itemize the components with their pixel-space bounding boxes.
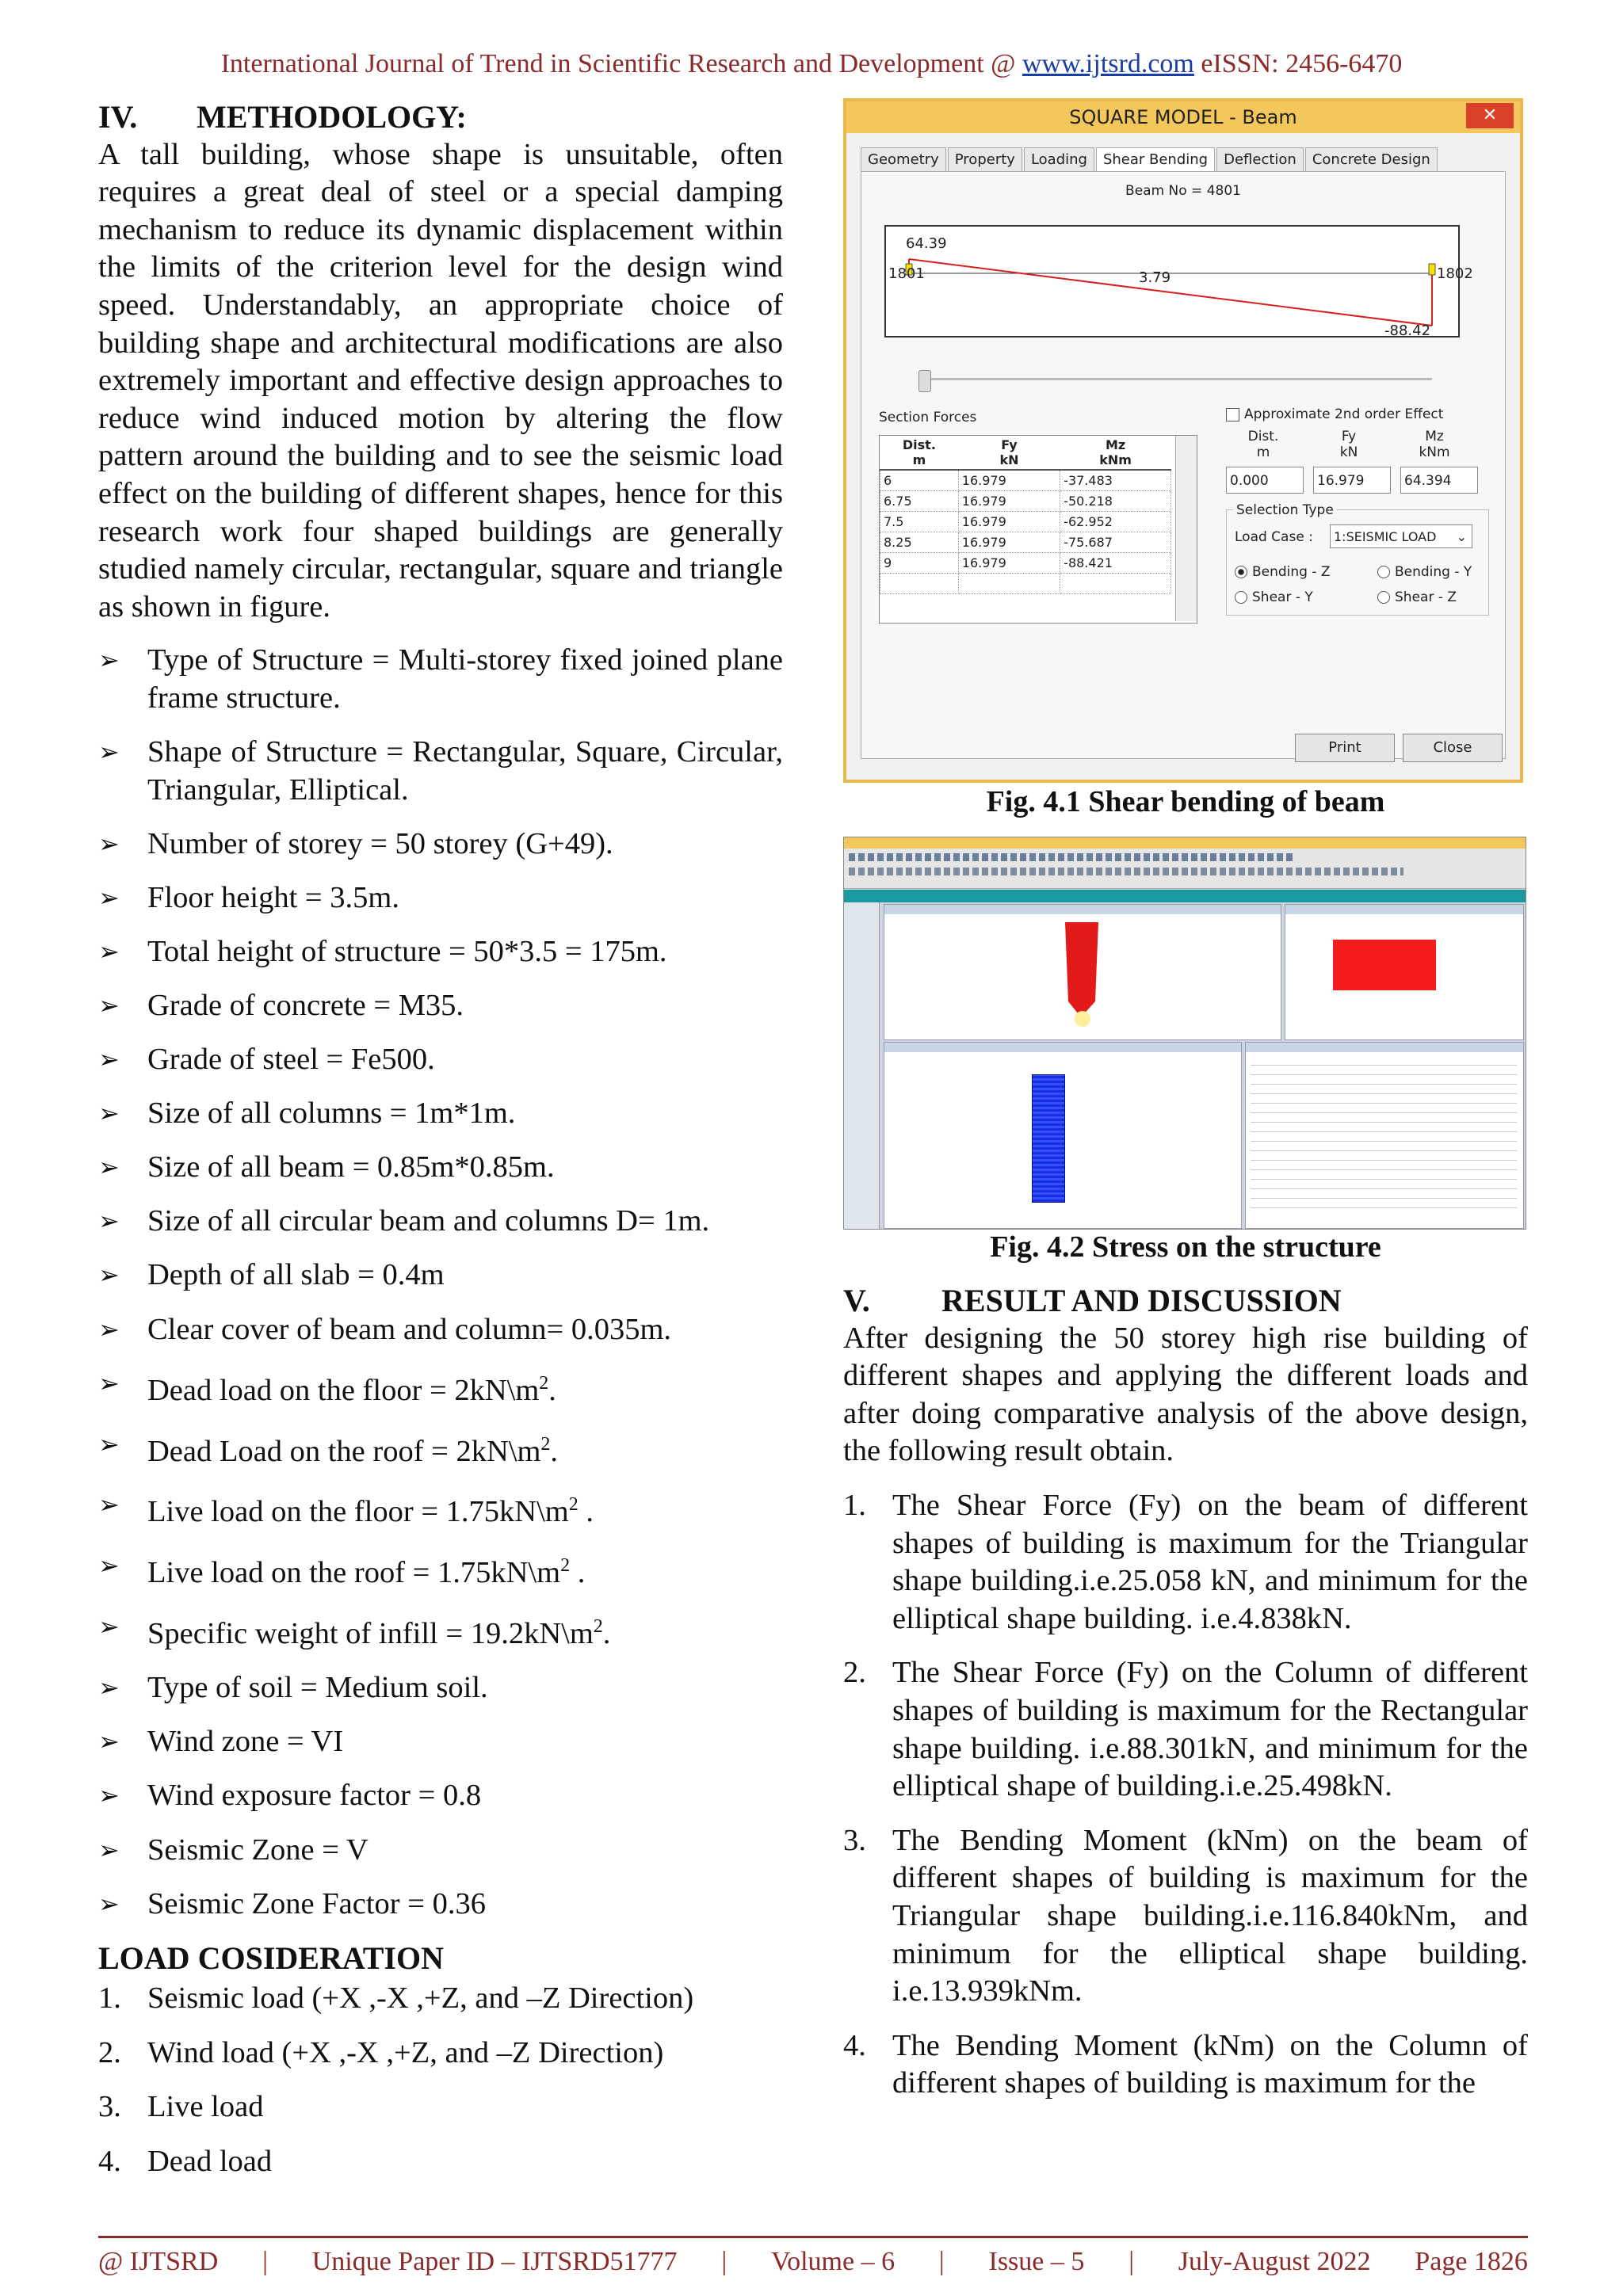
- journal-name: International Journal of Trend in Scientific Research and Development @: [220, 49, 1022, 78]
- table-row[interactable]: [880, 553, 1171, 574]
- stress-screenshot: [843, 837, 1526, 1230]
- tab-loading[interactable]: Loading: [1024, 147, 1094, 172]
- mz-header: Mz kNm: [1419, 429, 1450, 460]
- load-case-label: Load Case :: [1235, 529, 1313, 545]
- col-fy: Fy kN: [958, 436, 1060, 470]
- print-button[interactable]: Print: [1295, 734, 1395, 762]
- methodology-heading: IV. METHODOLOGY:: [98, 99, 467, 135]
- result-item: 3. The Bending Moment (kNm) on the beam of different shapes of building is maximum for the Triangular shape building.i.e.116.840kNm, and minimum for the elliptical shape building. i.e.13.939kNm.: [843, 1823, 1528, 2008]
- window-titlebar: [846, 101, 1520, 133]
- parameter-item: ➢ Wind exposure factor = 0.8: [98, 1777, 783, 1815]
- tab-deflection[interactable]: Deflection: [1216, 147, 1304, 172]
- table-row[interactable]: [880, 470, 1171, 491]
- table-cell: 6.75: [880, 491, 959, 512]
- left-node-label: 1801: [888, 265, 925, 282]
- parameter-item: ➢ Dead Load on the roof = $2kN\backslash m^2$.: [98, 1426, 783, 1470]
- 3d-view-window: [884, 904, 1281, 1040]
- tab-concrete-design[interactable]: Concrete Design: [1305, 147, 1438, 172]
- load-case-select[interactable]: 1:SEISMIC LOAD ⌄: [1330, 524, 1472, 548]
- load-item: 2. Wind load (+X ,-X ,+Z, and –Z Direction): [98, 2035, 664, 2069]
- parameter-item: ➢ Grade of concrete = M35.: [98, 987, 783, 1025]
- table-cell: -88.421: [1060, 553, 1171, 574]
- selection-type-label: Selection Type: [1233, 502, 1337, 518]
- position-slider[interactable]: [925, 378, 1432, 380]
- min-value-label: -88.42: [1384, 322, 1431, 339]
- radio-shear-y[interactable]: Shear - Y: [1235, 589, 1313, 605]
- website-link[interactable]: www.ijtsrd.com: [1022, 49, 1194, 78]
- parameter-item: ➢ Number of storey = 50 storey (G+49).: [98, 826, 783, 864]
- window-close-button[interactable]: ✕: [1466, 103, 1514, 128]
- parameter-item: ➢ Floor height = 3.5m.: [98, 879, 783, 917]
- parameter-item: ➢ Grade of steel = Fe500.: [98, 1041, 783, 1079]
- footer: @ IJTSRD | Unique Paper ID – IJTSRD51777 | Volume – 6 | Issue – 5 | July-August 2022 Page 1826: [98, 2247, 1528, 2276]
- max-value-label: 64.39: [906, 235, 947, 252]
- load-item: 1. Seismic load (+X ,-X ,+Z, and –Z Direction): [98, 1981, 694, 2016]
- parameter-item: ➢ Type of Structure = Multi-storey fixed joined plane frame structure.: [98, 642, 783, 717]
- table-cell: -37.483: [1060, 470, 1171, 491]
- app-tabbar: [844, 890, 1526, 902]
- results-section: [843, 1282, 1528, 2119]
- tab-geometry[interactable]: Geometry: [861, 147, 946, 172]
- right-node-label: 1802: [1437, 265, 1473, 282]
- parameter-item: ➢ Shape of Structure = Rectangular, Square, Circular, Triangular, Elliptical.: [98, 734, 783, 809]
- section-forces-table: [880, 436, 1171, 594]
- result-item: 4. The Bending Moment (kNm) on the Column of different shapes of building is maximum for the: [843, 2028, 1528, 2100]
- load-item: 3. Live load: [98, 2090, 264, 2124]
- parameter-item: ➢ Seismic Zone Factor = 0.36: [98, 1886, 783, 1924]
- eissn: eISSN: 2456-6470: [1193, 49, 1403, 78]
- moment-diagram: [861, 200, 1505, 367]
- radio-bending-z[interactable]: Bending - Z: [1235, 564, 1331, 580]
- app-toolbar: [844, 849, 1526, 889]
- dist-input[interactable]: 0.000: [1226, 467, 1304, 494]
- load-list: [98, 1980, 783, 2180]
- parameter-item: ➢ Total height of structure = 50*3.5 = 175m.: [98, 933, 783, 971]
- parameter-item: ➢ Clear cover of beam and column= 0.035m.: [98, 1311, 783, 1349]
- table-cell: 6: [880, 470, 959, 491]
- table-cell: 16.979: [958, 532, 1060, 553]
- parameter-item: ➢ Size of all columns = 1m*1m.: [98, 1095, 783, 1133]
- table-cell: -62.952: [1060, 512, 1171, 532]
- parameter-item: ➢ Wind zone = VI: [98, 1723, 783, 1761]
- left-column: [98, 98, 783, 2198]
- table-row-empty[interactable]: [880, 574, 1171, 594]
- table-scrollbar[interactable]: [1175, 436, 1197, 621]
- section-forces-label: Section Forces: [879, 410, 977, 425]
- approx-checkbox[interactable]: Approximate 2nd order Effect: [1226, 406, 1443, 422]
- parameter-item: ➢ Type of soil = Medium soil.: [98, 1669, 783, 1707]
- parameter-item: ➢ Size of all beam = 0.85m*0.85m.: [98, 1149, 783, 1187]
- table-cell: 16.979: [958, 470, 1060, 491]
- plan-view-window: [1285, 904, 1524, 1040]
- dist-header: Dist. m: [1247, 429, 1279, 460]
- footer-issue: Issue – 5: [988, 2247, 1085, 2276]
- radio-shear-z[interactable]: Shear - Z: [1377, 589, 1457, 605]
- table-row[interactable]: [880, 512, 1171, 532]
- footer-divider: [98, 2236, 1528, 2238]
- parameter-item: ➢ Dead load on the floor = $2kN\backslash m^2$.: [98, 1365, 783, 1409]
- footer-date: July-August 2022: [1178, 2247, 1371, 2276]
- table-cell: 16.979: [958, 491, 1060, 512]
- figure-1-caption: Fig. 4.1 Shear bending of beam: [986, 785, 1385, 818]
- parameter-item: ➢ Depth of all slab = 0.4m: [98, 1257, 783, 1295]
- fy-header: Fy kN: [1339, 429, 1358, 460]
- col-dist: Dist. m: [880, 436, 959, 470]
- selection-type-group: [1226, 502, 1489, 616]
- table-cell: 16.979: [958, 553, 1060, 574]
- table-row[interactable]: [880, 491, 1171, 512]
- figure-2-caption: Fig. 4.2 Stress on the structure: [990, 1230, 1381, 1264]
- table-cell: 8.25: [880, 532, 959, 553]
- parameter-item: ➢ Specific weight of infill = $19.2kN\backslash m^2$.: [98, 1608, 783, 1653]
- structure-view-window: [884, 1042, 1242, 1229]
- tab-property[interactable]: Property: [948, 147, 1022, 172]
- results-heading: V. RESULT AND DISCUSSION: [843, 1283, 1342, 1318]
- shear-bending-panel: [861, 171, 1506, 759]
- app-titlebar: [844, 837, 1526, 849]
- table-cell: 7.5: [880, 512, 959, 532]
- running-header: [0, 49, 1623, 79]
- tab-shear-bending[interactable]: Shear Bending: [1096, 147, 1215, 172]
- table-row[interactable]: [880, 532, 1171, 553]
- load-item: 4. Dead load: [98, 2145, 273, 2179]
- section-table-box: [879, 435, 1197, 624]
- tab-bar: [861, 147, 1439, 172]
- radio-bending-y[interactable]: Bending - Y: [1377, 564, 1472, 580]
- parameter-item: ➢ Live load on the floor = $1.75kN\backslash m^2$ .: [98, 1486, 783, 1531]
- footer-page: Page 1826: [1415, 2247, 1528, 2276]
- parameter-item: ➢ Size of all circular beam and columns D= 1m.: [98, 1203, 783, 1241]
- parameter-item: ➢ Live load on the roof = $1.75kN\backslash m^2$ .: [98, 1547, 783, 1592]
- table-cell: 9: [880, 553, 959, 574]
- table-cell: 16.979: [958, 512, 1060, 532]
- table-cell: -50.218: [1060, 491, 1171, 512]
- parameter-list: [98, 642, 783, 1923]
- footer-paper-id: Unique Paper ID – IJTSRD51777: [311, 2247, 678, 2276]
- chevron-down-icon: ⌄: [1456, 529, 1467, 544]
- footer-publisher: @ IJTSRD: [98, 2247, 219, 2276]
- slider-handle[interactable]: [918, 370, 931, 392]
- load-heading: LOAD COSIDERATION: [98, 1939, 444, 1976]
- result-item: 2. The Shear Force (Fy) on the Column of different shapes of building is maximum for the Rectangular shape building. i.e.88.301kN, and minimum for the elliptical shape of building.i.e.25.498kN.: [843, 1656, 1528, 1803]
- table-cell: -75.687: [1060, 532, 1171, 553]
- close-button[interactable]: Close: [1403, 734, 1503, 762]
- window-title: SQUARE MODEL - Beam: [1069, 106, 1297, 128]
- beam-number: Beam No = 4801: [1125, 183, 1241, 199]
- mz-input[interactable]: 64.394: [1400, 467, 1478, 494]
- mid-value-label: 3.79: [1139, 269, 1171, 286]
- results-table-window: [1245, 1042, 1524, 1229]
- results-list: [843, 1487, 1528, 2103]
- beam-window: [843, 98, 1523, 783]
- footer-volume: Volume – 6: [770, 2247, 896, 2276]
- methodology-paragraph: A tall building, whose shape is unsuitable, often requires a great deal of steel or a special damping mechanism to reduce its dynamic displacement within the limits of the criterion level for the design wind speed. Understandably, an appropriate choice of building shape and architectural modifications are also extremely important and effective design approaches to reduce wind induced motion by altering the flow pattern around the building and to see the seismic load effect on the building of different shapes, hence for this research work four shaped buildings are generally studied namely circular, rectangular, square and triangle as shown in figure.: [98, 137, 783, 624]
- result-item: 1. The Shear Force (Fy) on the beam of different shapes of building is maximum for the Triangular shape building.i.e.25.058 kN, and minimum for the elliptical shape building. i.e.4.838kN.: [843, 1488, 1528, 1635]
- col-mz: Mz kNm: [1060, 436, 1171, 470]
- results-paragraph: After designing the 50 storey high rise building of different shapes and applying the different loads and after doing comparative analysis of the above design, the following result obtain.: [843, 1321, 1528, 1468]
- parameter-item: ➢ Seismic Zone = V: [98, 1832, 783, 1870]
- fy-input[interactable]: 16.979: [1313, 467, 1391, 494]
- side-panel: [844, 902, 880, 1229]
